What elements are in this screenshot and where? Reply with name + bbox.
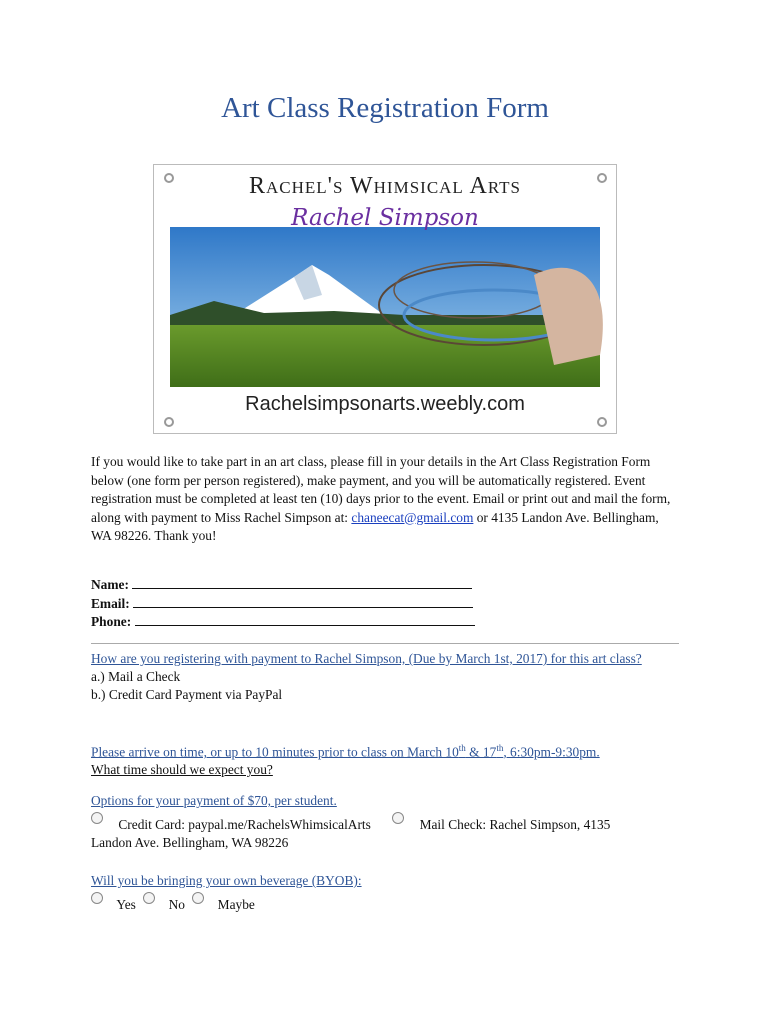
email-label: Email: xyxy=(91,595,130,611)
payment-options-row xyxy=(91,816,681,834)
email-link[interactable]: chaneecat@gmail.com xyxy=(351,509,474,525)
intro-paragraph xyxy=(91,453,681,546)
byob-yes-radio[interactable] xyxy=(91,892,103,904)
option-mail-check: a.) Mail a Check xyxy=(91,669,181,684)
byob-maybe-label: Maybe xyxy=(217,897,255,912)
mail-check-radio[interactable] xyxy=(392,812,404,824)
byob-options xyxy=(91,896,681,914)
divider xyxy=(91,643,679,644)
phone-field[interactable] xyxy=(91,613,475,632)
byob-yes-label: Yes xyxy=(116,897,136,912)
mail-check-address: Landon Ave. Bellingham, WA 98226 xyxy=(91,835,289,850)
byob-no-radio[interactable] xyxy=(143,892,155,904)
phone-label: Phone: xyxy=(91,614,132,629)
name-label: Name: xyxy=(91,577,129,592)
byob-heading: Will you be bringing your own beverage (BYOB): xyxy=(91,873,362,888)
name-field[interactable] xyxy=(91,576,475,595)
payment-question: How are you registering with payment to Rachel Simpson, (Due by March 1st, 2017) for this art class? xyxy=(91,651,642,666)
byob-section xyxy=(91,872,681,914)
email-field[interactable] xyxy=(91,595,475,614)
intro-address: or 4135 Landon Ave. Bellingham, WA 98226. Thank you! xyxy=(91,509,659,543)
banner-url: Rachelsimpsonarts.weebly.com xyxy=(245,393,525,415)
mail-check-option: Mail Check: Rachel Simpson, 4135 xyxy=(419,817,611,832)
byob-maybe-radio[interactable] xyxy=(192,892,204,904)
arrival-text-3: , 6:30pm-9:30pm. xyxy=(503,744,600,760)
arrival-text-1: Please arrive on time, or up to 10 minutes prior to class on March 10 xyxy=(91,744,459,760)
banner-title: Rachel's Whimsical Arts xyxy=(248,173,521,199)
banner-image xyxy=(153,164,617,434)
email-line[interactable] xyxy=(133,595,473,608)
payment-options-section xyxy=(91,792,681,852)
banner-subtitle: Rachel Simpson xyxy=(291,205,479,231)
payment-question-section xyxy=(91,650,681,704)
page-title: Art Class Registration Form xyxy=(221,92,549,124)
byob-no-label: No xyxy=(168,897,185,912)
arrival-sup-2: th xyxy=(496,743,504,753)
contact-fields xyxy=(91,576,475,632)
credit-card-option: Credit Card: paypal.me/RachelsWhimsicalArts xyxy=(118,817,371,832)
credit-card-radio[interactable] xyxy=(91,812,103,824)
arrival-section xyxy=(91,739,681,779)
arrival-text-2: & 17 xyxy=(465,744,497,760)
arrival-question: What time should we expect you? xyxy=(91,762,273,778)
payment-options-heading: Options for your payment of $70, per student. xyxy=(91,793,337,808)
name-line[interactable] xyxy=(132,576,472,589)
arrival-note xyxy=(91,739,681,761)
option-paypal: b.) Credit Card Payment via PayPal xyxy=(91,687,283,702)
phone-line[interactable] xyxy=(135,613,475,626)
arrival-sup-1: th xyxy=(458,743,466,753)
intro-text: If you would like to take part in an art class, please fill in your details in the Art Class Registration Form below (one form per person registered), make payment, and you will be automatically registered. Event registration must be completed at least ten (10) days prior to the event. Email or print out and mail the form, along with payment to Miss Rachel Simpson at: xyxy=(91,454,671,525)
